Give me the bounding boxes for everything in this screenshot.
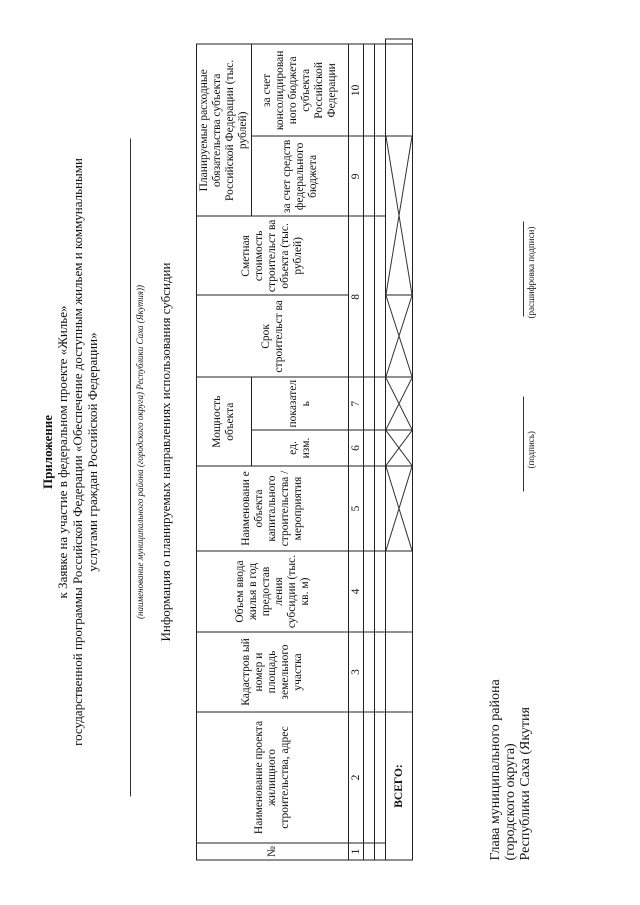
table-cell	[375, 44, 386, 136]
col-num-5: 5	[349, 466, 364, 551]
column-numbers-row	[349, 39, 364, 860]
table-cell	[364, 551, 375, 632]
crossed-cell	[386, 136, 413, 295]
decode-line	[523, 222, 524, 317]
table-row	[364, 39, 375, 860]
col-num-6: 6	[349, 430, 364, 466]
col-num-8: 8	[349, 216, 364, 377]
total-cell	[386, 632, 413, 712]
signer-title-line-1: Глава муниципального района	[488, 679, 503, 861]
appendix-title: Приложение	[40, 414, 55, 490]
total-cell	[386, 551, 413, 632]
col-num-2: 2	[349, 712, 364, 843]
table-cell	[375, 632, 386, 712]
signature-line	[523, 397, 524, 492]
appendix-line-2: государственной программы Российской Федерации «Обеспечение доступным жильем и коммунальными	[70, 158, 85, 746]
table-cell	[375, 430, 386, 466]
header-project: Наименование проекта жилищного строительства, адрес	[197, 712, 349, 843]
col-num-3: 3	[349, 632, 364, 712]
table-cell	[375, 377, 386, 430]
table-cell	[364, 44, 375, 136]
header-volume: Объем ввода жилья в год предостав ления субсидии (тыс. кв. м)	[197, 551, 349, 632]
crossed-cell	[386, 466, 413, 551]
header-federal: за счет средств федерального бюджета	[252, 136, 349, 216]
total-row	[386, 39, 413, 860]
crossed-cell	[386, 377, 413, 430]
municipality-caption: (наименование муниципального района (городского округа) Республики Саха (Якутия))	[135, 285, 145, 620]
table-cell	[375, 843, 386, 860]
subsidy-table	[196, 39, 413, 861]
header-cadastral: Кадастров ый номер и площадь земельного участка	[197, 632, 349, 712]
header-indicator: показател ь	[252, 377, 349, 430]
col-num-9: 9	[349, 136, 364, 216]
table-cell	[375, 136, 386, 216]
header-capacity: Мощность объекта	[197, 377, 252, 466]
col-num-1: 1	[349, 843, 364, 860]
table-row	[375, 39, 386, 860]
table-cell	[375, 712, 386, 843]
table-cell	[364, 466, 375, 551]
table-cell	[364, 843, 375, 860]
total-cell	[386, 39, 413, 44]
col-num-7: 7	[349, 377, 364, 430]
total-label: ВСЕГО:	[386, 712, 413, 860]
header-term: Срок строительст ва	[197, 295, 349, 377]
table-cell	[364, 430, 375, 466]
total-cell	[386, 44, 413, 136]
header-unit: ед. изм.	[252, 430, 349, 466]
table-cell	[375, 551, 386, 632]
appendix-line-1: к Заявке на участие в федеральном проекте «Жилье»	[55, 305, 70, 599]
appendix-line-3: услугами граждан Российской Федерации»	[85, 332, 100, 572]
crossed-cell	[386, 295, 413, 377]
header-cost: Сметная стоимость строительст ва объекта (тыс. рублей)	[197, 216, 349, 295]
col-num-4: 4	[349, 551, 364, 632]
table-cell	[375, 216, 386, 377]
header-consolidated: за счет консолидирован ного бюджета субъекта Российской Федерации	[252, 44, 349, 136]
municipality-line	[130, 139, 131, 797]
header-no: №	[197, 843, 349, 860]
crossed-cell	[386, 430, 413, 466]
table-cell	[364, 216, 375, 377]
table-title: Информация о планируемых направлениях использования субсидии	[158, 262, 173, 642]
table-cell	[364, 136, 375, 216]
table-cell	[364, 712, 375, 843]
signer-title-line-2: (городского округа)	[503, 743, 518, 861]
col-num-10: 10	[349, 44, 364, 136]
header-object-name: Наименовани е объекта капитального строительства / мероприятия	[197, 466, 349, 551]
signature-caption: (подпись)	[526, 431, 536, 469]
signer-title-line-3: Республики Саха (Якутия	[518, 707, 533, 861]
header-planned: Планируемые расходные обязательства субъекта Российской Федерации (тыс. рублей)	[197, 44, 252, 216]
decode-caption: (расшифровка подписи)	[526, 226, 536, 319]
table-cell	[364, 632, 375, 712]
table-cell	[375, 466, 386, 551]
table-cell	[364, 377, 375, 430]
